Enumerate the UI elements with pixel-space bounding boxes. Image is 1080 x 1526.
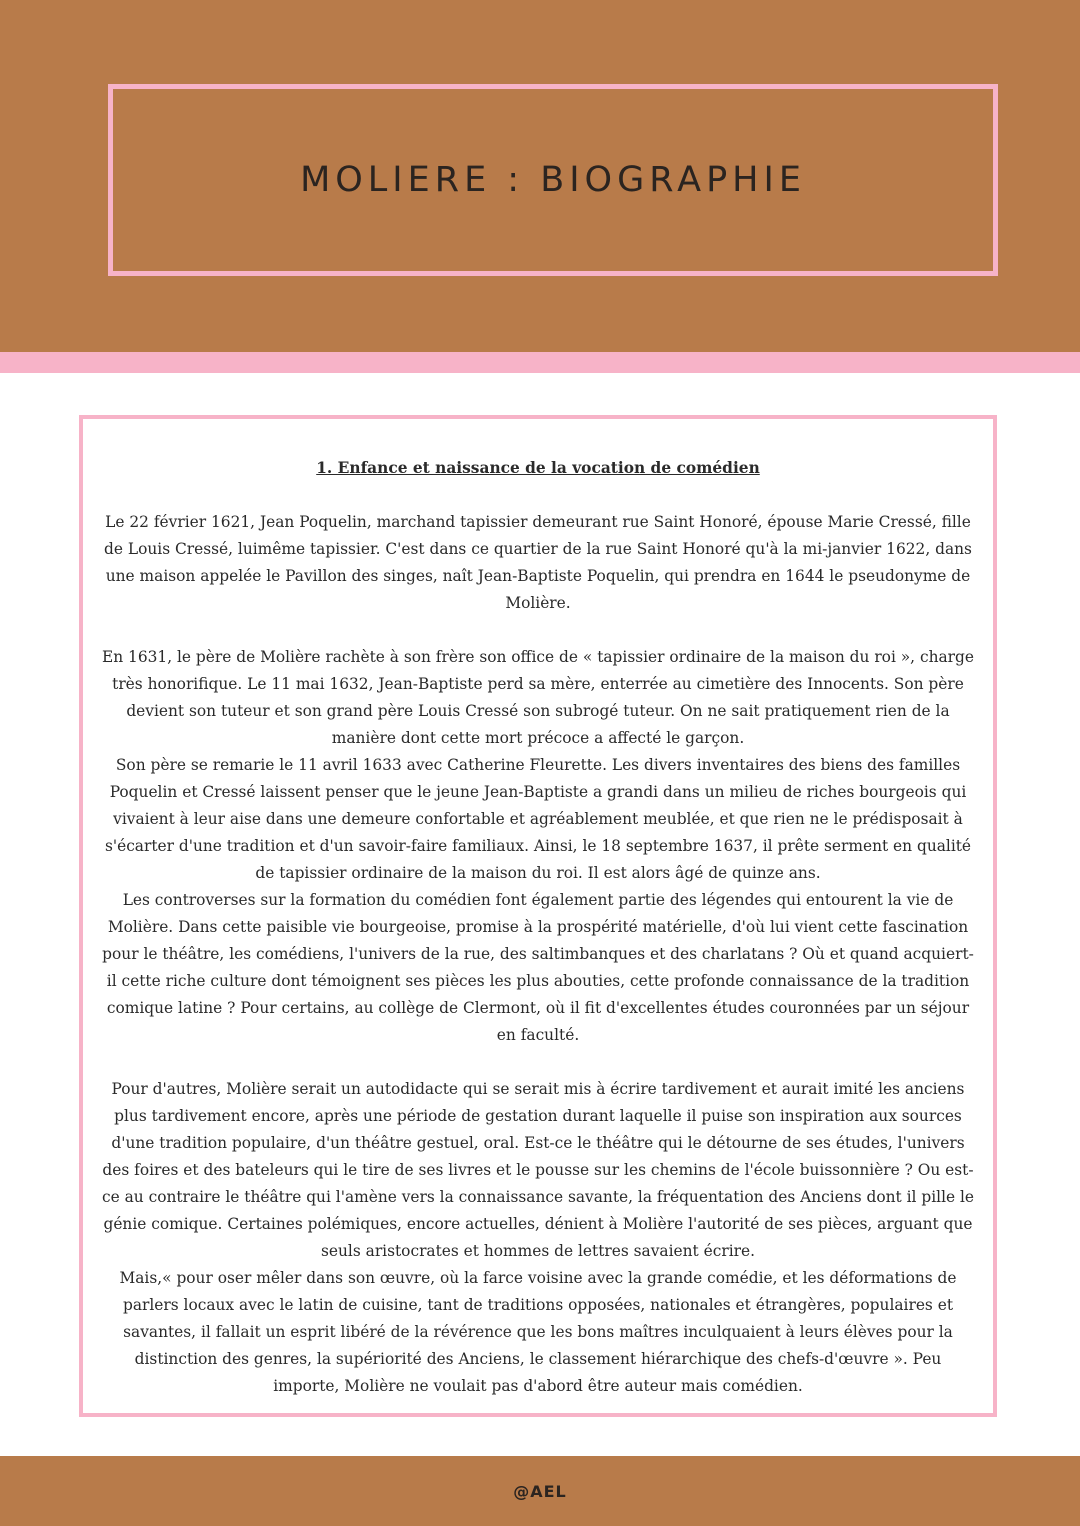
paragraph: Les controverses sur la formation du comédien font également partie des légendes qui entourent la vie de Molière. Dans cette paisible vie bourgeoise, promise à la prospérité matérielle, d'où lui vient cette fascination pour le théâtre, les comédiens, l'univers de la rue, des saltimbanques et des charlatans ? Où et quand acquiert-il cette riche culture dont témoignent ses pièces les plus abouties, cette profonde connaissance de la tradition comique latine ? Pour certains, au collège de Clermont, où il fit d'excellentes études couronnées par un séjour en faculté. [102,891,974,1044]
paragraph: Mais,« pour oser mêler dans son œuvre, où la farce voisine avec la grande comédie, et les déformations de parlers locaux avec le latin de cuisine, tant de traditions opposées, nationales et étrangères, populaires et savantes, il fallait un esprit libéré de la révérence que les bons maîtres inculquaient à leurs élèves pour la distinction des genres, la supériorité des Anciens, le classement hiérarchique des chefs-d'œuvre ». Peu importe, Molière ne voulait pas d'abord être auteur mais comédien. [119,1269,957,1395]
content-frame [79,415,997,1417]
paragraph: En 1631, le père de Molière rachète à son frère son office de « tapissier ordinaire de la maison du roi », charge très honorifique. Le 11 mai 1632, Jean-Baptiste perd sa mère, enterrée au cimetière des Innocents. Son père devient son tuteur et son grand père Louis Cressé son subrogé tuteur. On ne sait pratiquement rien de la manière dont cette mort précoce a affecté le garçon. [101,648,974,747]
page-title: MOLIERE : BIOGRAPHIE [300,160,806,200]
paragraph: Pour d'autres, Molière serait un autodidacte qui se serait mis à écrire tardivement et aurait imité les anciens plus tardivement encore, après une période de gestation durant laquelle il puise son inspiration aux sources d'une tradition populaire, d'un théâtre gestuel, oral. Est-ce le théâtre qui le détourne de ses études, l'univers des foires et des bateleurs qui le tire de ses livres et le pousse sur les chemins de l'école buissonnière ? Ou est-ce au contraire le théâtre qui l'amène vers la connaissance savante, la fréquentation des Anciens dont il pille le génie comique. Certaines polémiques, encore actuelles, dénient à Molière l'autorité de ses pièces, arguant que seuls aristocrates et hommes de lettres savaient écrire. [101,1080,975,1260]
paragraph: Le 22 février 1621, Jean Poquelin, marchand tapissier demeurant rue Saint Honoré, épouse Marie Cressé, fille de Louis Cressé, luimême tapissier. C'est dans ce quartier de la rue Saint Honoré qu'à la mi-janvier 1622, dans une maison appelée le Pavillon des singes, naît Jean-Baptiste Poquelin, qui prendra en 1644 le pseudonyme de Molière. [104,513,972,612]
section-heading: 1. Enfance et naissance de la vocation de comédien [316,459,760,477]
footer-credit: @AEL [513,1481,567,1501]
header-band [0,0,1080,352]
footer-band [0,1456,1080,1526]
paragraph: Son père se remarie le 11 avril 1633 avec Catherine Fleurette. Les divers inventaires des biens des familles Poquelin et Cressé laissent penser que le jeune Jean-Baptiste a grandi dans un milieu de riches bourgeois qui vivaient à leur aise dans une demeure confortable et agréablement meublée, et que rien ne le prédisposait à s'écarter d'une tradition et d'un savoir-faire familiaux. Ainsi, le 18 septembre 1637, il prête serment en qualité de tapissier ordinaire de la maison du roi. Il est alors âgé de quinze ans. [104,756,972,882]
header-divider [0,352,1080,373]
content-body [101,455,975,1400]
title-frame [108,84,998,276]
